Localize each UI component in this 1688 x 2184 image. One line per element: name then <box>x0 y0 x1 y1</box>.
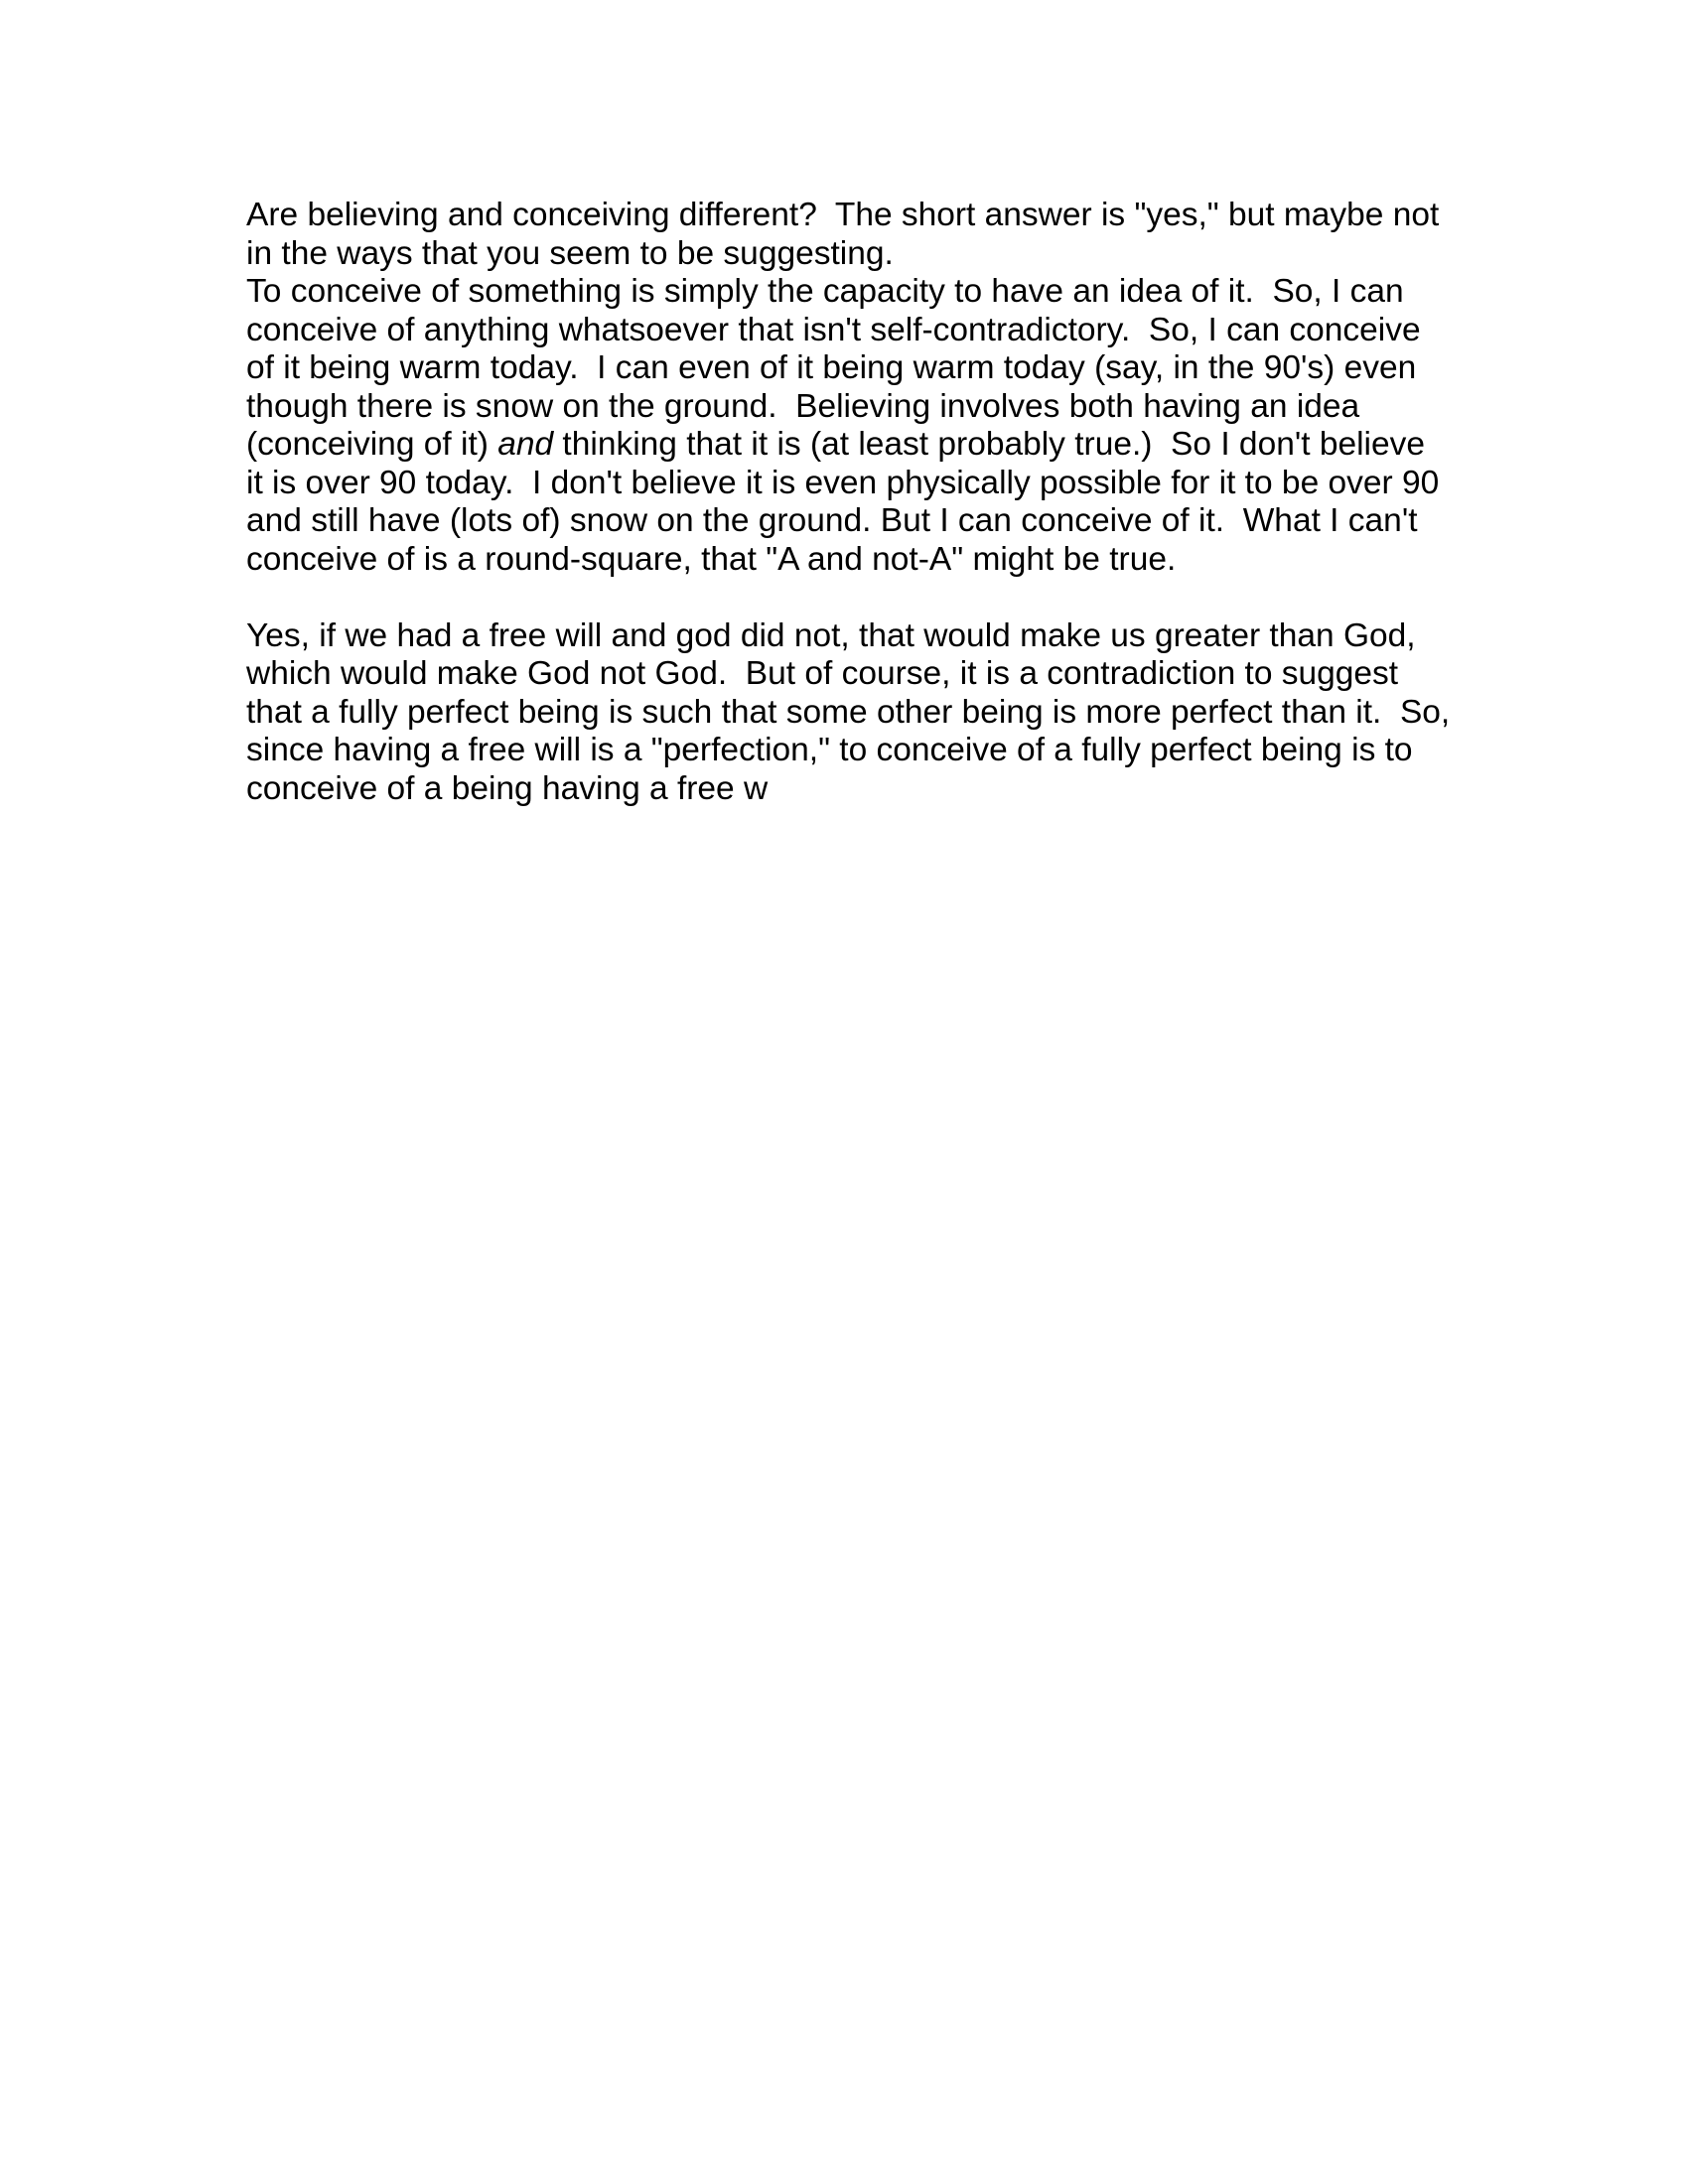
text-segment: (conceiving of it) <box>246 426 498 463</box>
text-line: that a fully perfect being is such that some other being is more perfect than it. So, <box>246 693 1451 731</box>
text-line: To conceive of something is simply the capacity to have an idea of it. So, I can <box>246 273 1404 310</box>
text-line: it is over 90 today. I don't believe it is even physically possible for it to be over 90 <box>246 464 1440 501</box>
text-line: conceive of anything whatsoever that isn't self-contradictory. So, I can conceive <box>246 311 1421 348</box>
paragraph-believing-conceiving <box>246 197 1468 273</box>
paragraph-free-will <box>246 617 1468 809</box>
text-line-with-emphasis <box>246 426 1468 465</box>
text-line: since having a free will is a "perfection," to conceive of a fully perfect being is to <box>246 732 1413 768</box>
paragraph-spacer <box>246 579 1468 617</box>
text-line: conceive of is a round-square, that "A and not-A" might be true. <box>246 540 1177 578</box>
text-line: though there is snow on the ground. Believing involves both having an idea <box>246 387 1360 425</box>
text-line: Are believing and conceiving different? The short answer is "yes," but maybe not <box>246 197 1440 233</box>
text-line: of it being warm today. I can even of it being warm today (say, in the 90's) even <box>246 349 1417 386</box>
body-text <box>246 197 1468 808</box>
paragraph-conceive-definition <box>246 273 1468 579</box>
text-line: which would make God not God. But of course, it is a contradiction to suggest <box>246 655 1399 692</box>
emphasized-word: and <box>497 426 554 463</box>
text-line: and still have (lots of) snow on the ground. But I can conceive of it. What I can't <box>246 502 1418 539</box>
text-line: conceive of a being having a free w <box>246 769 769 807</box>
text-line: Yes, if we had a free will and god did not, that would make us greater than God, <box>246 616 1416 654</box>
text-segment: thinking that it is (at least probably true.) So I don't believe <box>553 426 1425 463</box>
text-line: in the ways that you seem to be suggesting. <box>246 234 894 272</box>
